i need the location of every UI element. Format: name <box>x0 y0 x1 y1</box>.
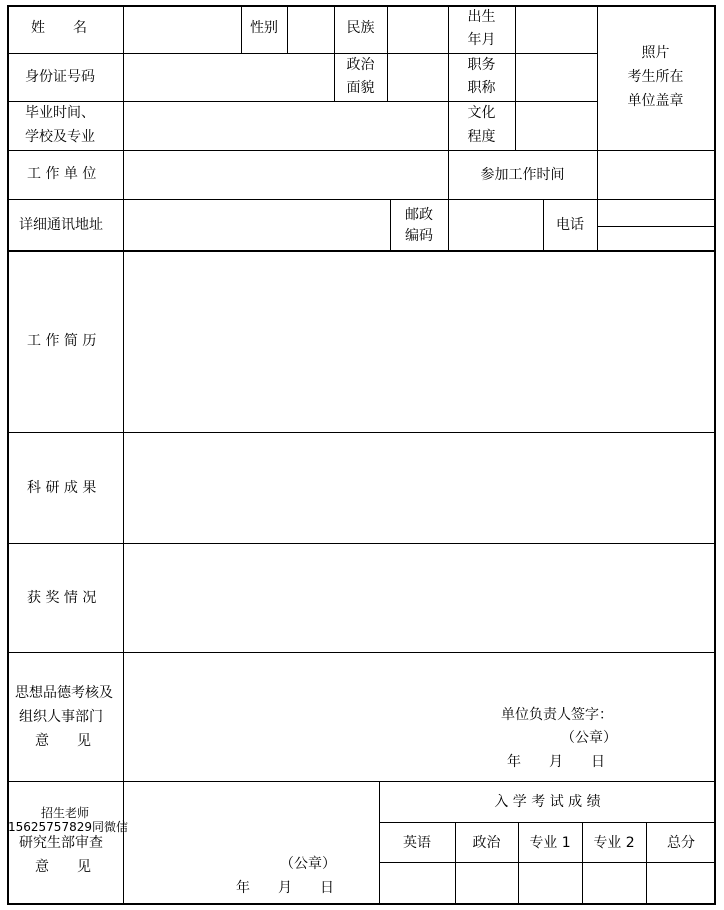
education-label: 文化 <box>467 105 496 121</box>
col-line <box>123 5 124 905</box>
score-header-english: 英语 <box>403 835 431 851</box>
row-line <box>7 432 716 433</box>
score-header-major2: 专业 2 <box>593 835 635 851</box>
politics-label: 政治 <box>346 57 375 73</box>
ethnicity-label: 民族 <box>346 20 375 36</box>
row-line <box>379 862 716 863</box>
row-line <box>7 199 716 200</box>
border-right <box>714 5 716 905</box>
col-line <box>387 5 388 102</box>
review-date-label: 年 月 日 <box>236 880 334 896</box>
phone-label: 电话 <box>556 217 584 233</box>
photo-label: 单位盖章 <box>627 93 684 109</box>
job-title-label: 职称 <box>467 80 496 96</box>
border-left <box>7 5 9 905</box>
education-label: 程度 <box>467 129 496 145</box>
name-label: 姓 名 <box>31 20 87 36</box>
work-start-label: 参加工作时间 <box>480 167 565 183</box>
address-label: 详细通讯地址 <box>19 217 103 233</box>
review-label: 意 见 <box>35 859 91 875</box>
col-line <box>448 199 449 251</box>
border-bottom <box>7 903 716 905</box>
row-line <box>7 543 716 544</box>
review-seal-label: （公章） <box>280 856 336 872</box>
birth-label: 出生 <box>467 9 496 25</box>
review-label: 研究生部审查 <box>19 835 103 851</box>
moral-evaluation-label: 组织人事部门 <box>19 709 103 725</box>
moral-evaluation-label: 思想品德考核及 <box>15 685 113 701</box>
id-label: 身份证号码 <box>25 69 95 85</box>
row-line <box>597 226 716 227</box>
birth-label: 年月 <box>467 32 496 48</box>
awards-label: 获 奖 情 况 <box>27 590 97 606</box>
col-line <box>515 5 516 151</box>
postal-code-label: 编码 <box>405 228 433 244</box>
row-line <box>379 822 716 823</box>
score-header-politics: 政治 <box>472 835 501 851</box>
col-line <box>287 5 288 53</box>
politics-label: 面貌 <box>346 80 375 96</box>
moral-evaluation-label: 意 见 <box>35 733 91 749</box>
row-line <box>7 781 716 782</box>
registration-form <box>7 5 716 905</box>
photo-label: 考生所在 <box>627 69 684 85</box>
scores-title: 入 学 考 试 成 绩 <box>494 794 601 810</box>
signature-label: 单位负责人签字： <box>501 707 613 723</box>
row-line <box>7 150 716 151</box>
gender-label: 性别 <box>250 20 278 36</box>
row-line <box>7 652 716 653</box>
border-top <box>7 5 716 7</box>
graduation-label: 学校及专业 <box>25 129 95 145</box>
job-title-label: 职务 <box>467 57 496 73</box>
graduation-label: 毕业时间、 <box>25 105 95 121</box>
postal-code-label: 邮政 <box>405 207 433 223</box>
seal-label: （公章） <box>561 730 617 746</box>
row-line <box>7 250 716 252</box>
score-header-total: 总分 <box>667 835 695 851</box>
contact-label: 招生老师 <box>41 806 90 820</box>
resume-label: 工 作 简 历 <box>27 333 97 349</box>
research-label: 科 研 成 果 <box>27 480 97 496</box>
date-label: 年 月 日 <box>507 754 605 770</box>
score-header-major1: 专业 1 <box>529 835 571 851</box>
contact-label: 15625757829同微信 <box>8 820 128 834</box>
work-unit-label: 工 作 单 位 <box>27 166 97 182</box>
photo-label: 照片 <box>641 45 670 61</box>
